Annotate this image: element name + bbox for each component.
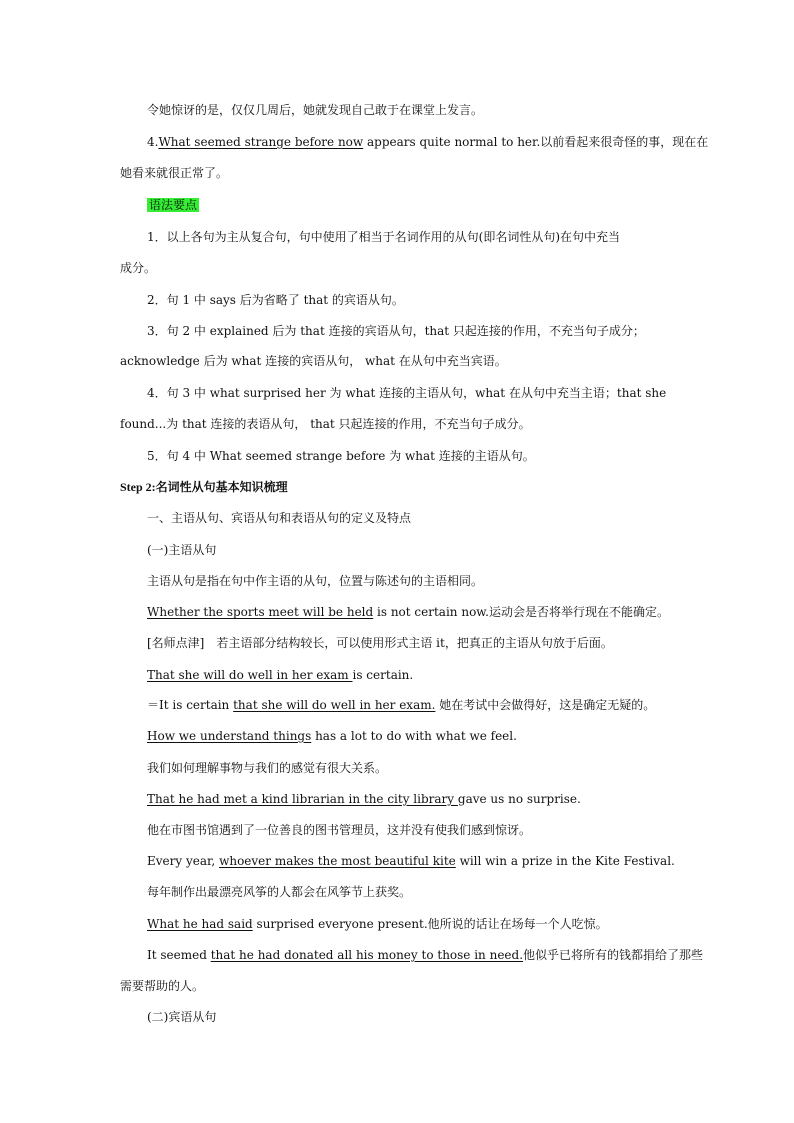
text-span: 需要帮助的人。 (120, 979, 205, 993)
text-line (147, 385, 666, 401)
text-line (120, 260, 156, 276)
text-span: 她在考试中会做得好，这是确定无疑的。 (435, 698, 656, 712)
underlined-clause: What seemed strange before now (158, 135, 364, 149)
text-span: 每年制作出最漂亮风筝的人都会在风筝节上获奖。 (147, 885, 412, 899)
example-line (147, 791, 581, 807)
text-span: acknowledge 后为 what 连接的宾语从句， what 在从句中充当宾语。 (120, 354, 507, 368)
underlined-clause: whoever makes the most beautiful kite (219, 854, 456, 868)
text-span: has a lot to do with what we feel. (311, 729, 517, 743)
text-span: 我们如何理解事物与我们的感觉有很大关系。 (147, 761, 388, 775)
text-span: 1．以上各句为主从复合句，句中使用了相当于名词作用的从句(即名词性从句)在句中充当 (147, 230, 621, 244)
text-span: 令她惊讶的是，仅仅几周后，她就发现自己敢于在课堂上发言。 (147, 103, 484, 117)
underlined-clause: that he had donated all his money to those in need. (210, 948, 524, 962)
text-span: 主语从句是指在句中作主语的从句，位置与陈述句的主语相同。 (147, 574, 484, 588)
highlighted-label: 语法要点 (149, 198, 198, 212)
text-span: 他似乎已将所有的钱都捐给了那些 (523, 948, 704, 962)
text-span: It seemed (147, 948, 211, 962)
section-label-line (147, 197, 199, 213)
text-span: 成分。 (120, 261, 157, 275)
example-line (147, 947, 703, 963)
text-span: is not certain now.运动会是否将举行现在不能确定。 (373, 605, 669, 619)
text-line (147, 229, 620, 245)
text-span: 2．句 1 中 says 后为省略了 that 的宾语从句。 (147, 293, 404, 307)
step-heading (120, 479, 288, 495)
text-line (120, 416, 531, 432)
text-line (147, 573, 483, 589)
text-line (147, 760, 387, 776)
text-span: 一、主语从句、宾语从句和表语从句的定义及特点 (147, 511, 412, 525)
underlined-clause: What he had said (147, 917, 253, 931)
text-span: ＝It is certain (147, 698, 234, 712)
text-span: 4．句 3 中 what surprised her 为 what 连接的主语从句，what 在从句中充当主语；that she (147, 386, 667, 400)
text-span: Every year, (147, 854, 220, 868)
text-span: 她看来就很正常了。 (120, 166, 229, 180)
example-line (147, 667, 413, 683)
example-line (147, 604, 669, 620)
underlined-clause: That he had met a kind librarian in the city library (147, 792, 458, 806)
example-line (147, 728, 517, 744)
text-line (120, 978, 204, 994)
text-span: 5．句 4 中 What seemed strange before 为 what 连接的主语从句。 (147, 449, 535, 463)
text-span: 4. (147, 135, 159, 149)
text-line (147, 884, 411, 900)
underlined-clause: Whether the sports meet will be held (147, 605, 374, 619)
text-line (147, 292, 404, 308)
example-line (147, 916, 608, 932)
text-line (147, 822, 531, 838)
text-line (120, 165, 228, 181)
example-line (147, 697, 655, 713)
text-span: 他在市图书馆遇到了一位善良的图书管理员，这并没有使我们感到惊讶。 (147, 823, 532, 837)
text-span: 3．句 2 中 explained 后为 that 连接的宾语从句，that 只起连接的作用，不充当句子成分； (147, 324, 645, 338)
heading-text: Step 2:名词性从句基本知识梳理 (120, 480, 288, 494)
text-span: appears quite normal to her.以前看起来很奇怪的事，现在在 (363, 135, 709, 149)
text-line (147, 134, 708, 150)
text-span: [名师点津] 若主语部分结构较长，可以使用形式主语 it，把真正的主语从句放于后面。 (147, 636, 613, 650)
example-line (147, 853, 675, 869)
text-line (147, 102, 483, 118)
text-line (120, 353, 507, 369)
text-span: (一)主语从句 (147, 543, 217, 557)
text-line (147, 323, 645, 339)
text-span: surprised everyone present.他所说的话让在场每一个人吃惊。 (252, 917, 608, 931)
text-line (147, 448, 535, 464)
text-line (147, 635, 613, 651)
text-span: (二)宾语从句 (147, 1010, 217, 1024)
underlined-clause: that she will do well in her exam. (233, 698, 436, 712)
text-line (147, 542, 216, 558)
text-span: found...为 that 连接的表语从句， that 只起连接的作用，不充当句子成分。 (120, 417, 531, 431)
text-line (147, 1009, 216, 1025)
text-span: will win a prize in the Kite Festival. (455, 854, 675, 868)
underlined-clause: That she will do well in her exam (147, 668, 353, 682)
text-span: is certain. (352, 668, 414, 682)
text-line (147, 510, 411, 526)
text-span: gave us no surprise. (457, 792, 581, 806)
underlined-clause: How we understand things (147, 729, 312, 743)
